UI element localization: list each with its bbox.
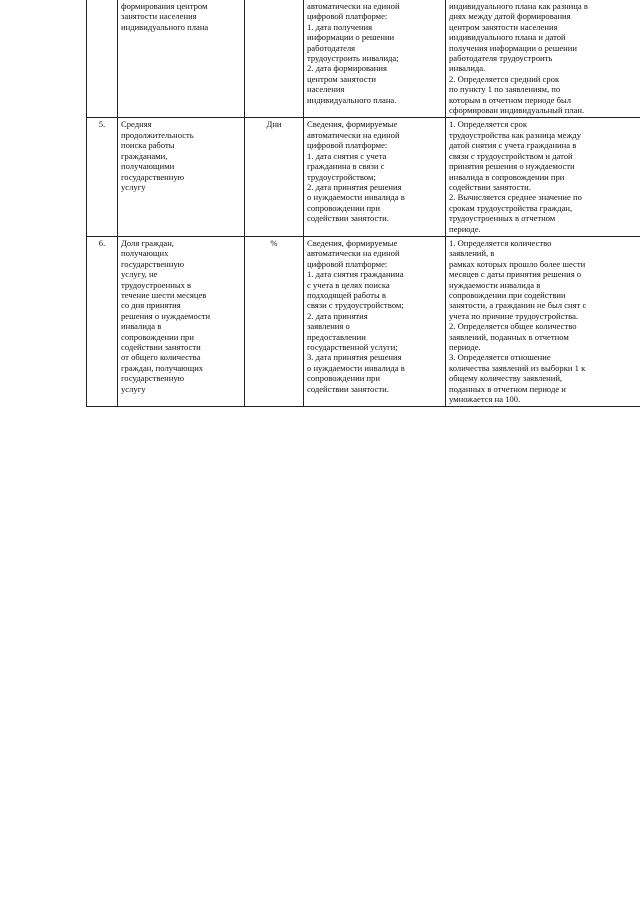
table-row-6 (87, 236, 640, 407)
indicator-name-cell: формирования центром занятости населения индивидуального плана (118, 0, 245, 118)
row-number-cell: 6. (87, 236, 118, 407)
indicator-name-cell: Средняя продолжительность поиска работы гражданами, получающими государственную услугу (118, 118, 245, 236)
data-source-cell: автоматически на единой цифровой платформе: 1. дата получения информации о решении работодателя трудоустроить инвалида; 2. дата формирования центром занятости населения индивидуального плана. (304, 0, 446, 118)
calculation-method-cell: 1. Определяется срок трудоустройства как разница между датой снятия с учета гражданина в связи с трудоустройством и датой принятия решения о нуждаемости инвалида в сопровождении при содействии занятости. 2. Вычисляется среднее значение по срокам трудоустройства граждан, трудоустроенных в отчетном периоде. (446, 118, 640, 236)
indicator-name-cell: Доля граждан, получающих государственную услугу, не трудоустроенных в течение шести месяцев со дня принятия решения о нуждаемости инвалида в сопровождении при содействии занятости от общего количества граждан, получающих государственную услугу (118, 236, 245, 407)
unit-cell: Дни (245, 118, 304, 236)
unit-cell (245, 0, 304, 118)
row-number-cell: 5. (87, 118, 118, 236)
data-source-cell: Сведения, формируемые автоматически на единой цифровой платформе: 1. дата снятия с учета гражданина в связи с трудоустройством; 2. дата принятия решения о нуждаемости инвалида в сопровождении при содействии занятости. (304, 118, 446, 236)
data-source-cell: Сведения, формируемые автоматически на единой цифровой платформе: 1. дата снятия гражданина с учета в целях поиска подходящей работы в связи с трудоустройством; 2. дата принятия заявления о предоставлении государственной услуги; 3. дата принятия решения о нуждаемости инвалида в сопровождении при содействии занятости. (304, 236, 446, 407)
row-number-cell (87, 0, 118, 118)
calculation-method-cell: индивидуального плана как разница в днях между датой формирования центром занятости населения индивидуального плана и датой получения информации о решении работодателя трудоустроить инвалида. 2. Определяется средний срок по пункту 1 по заявлениям, по которым в отчетном периоде был сформирован индивидуальный план. (446, 0, 640, 118)
table-row-continued (87, 0, 640, 118)
indicators-table-body (87, 0, 640, 407)
calculation-method-cell: 1. Определяется количество заявлений, в рамках которых прошло более шести месяцев с даты принятия решения о нуждаемости инвалида в сопровождении при содействии занятости, а гражданин не был снят с учета по причине трудоустройства. 2. Определяется общее количество заявлений, поданных в отчетном периоде. 3. Определяется отношение количества заявлений из выборки 1 к общему количеству заявлений, поданных в отчетном периоде и умножается на 100. (446, 236, 640, 407)
indicators-table (86, 0, 640, 407)
table-row-5 (87, 118, 640, 236)
unit-cell: % (245, 236, 304, 407)
